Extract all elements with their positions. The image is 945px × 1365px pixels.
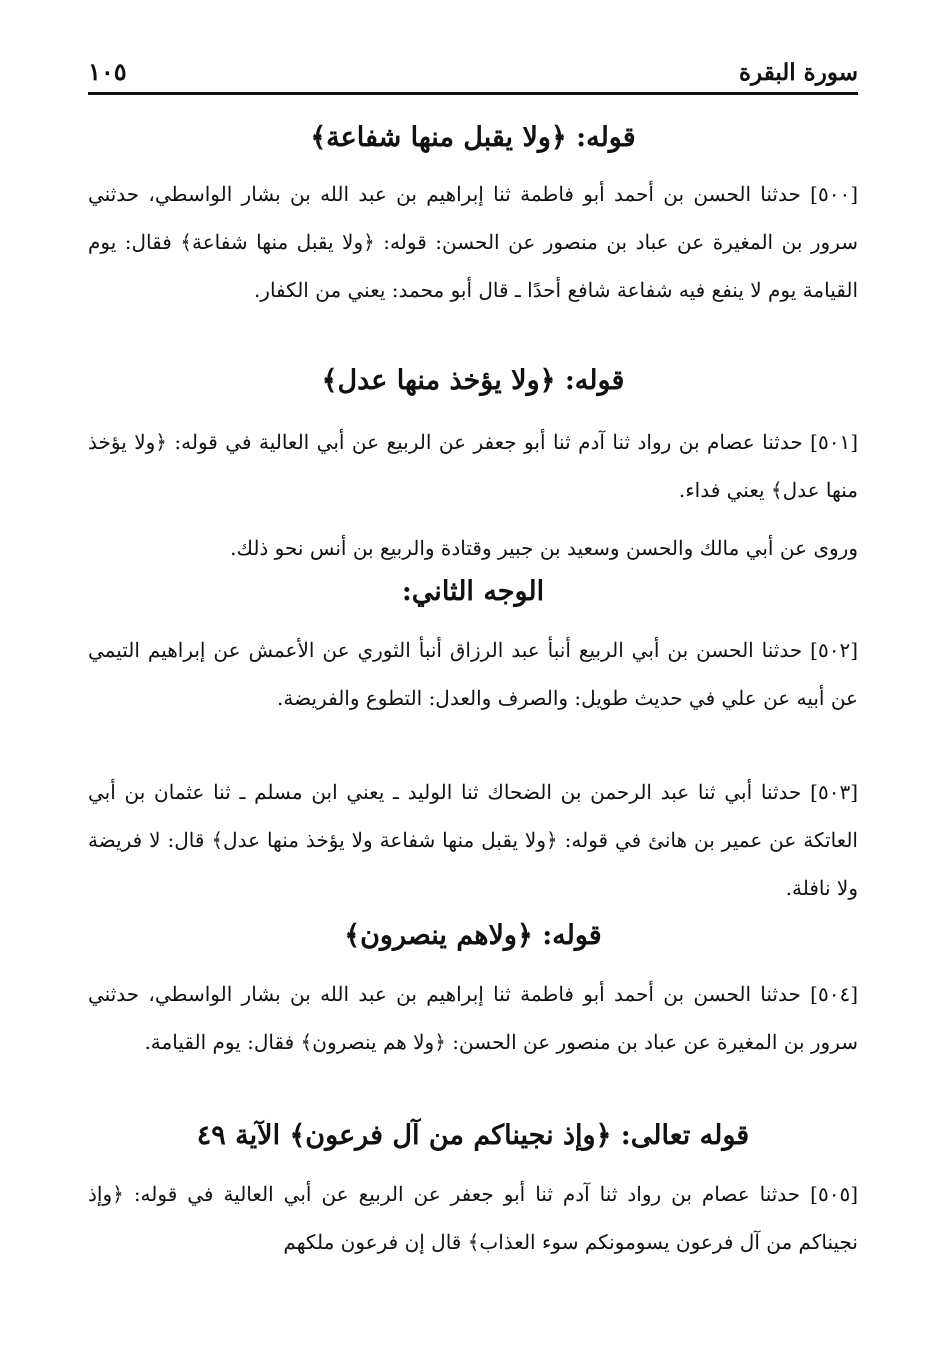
hadith-paragraph: [٥٠٣] حدثنا أبي ثنا عبد الرحمن بن الضحاك ثنا الوليد ـ يعني ابن مسلم ـ ثنا عثمان بن أبي العاتكة عن عمير بن هانئ في قوله: ﴿ولا يقبل منها شفاعة ولا يؤخذ منها عدل﴾ قال: لا فريضة ولا نافلة. xyxy=(88,780,858,900)
hadith-paragraph: وروى عن أبي مالك والحسن وسعيد بن جبير وقتادة والربيع بن أنس نحو ذلك. xyxy=(230,536,858,560)
hadith-paragraph: [٥٠٥] حدثنا عصام بن رواد ثنا آدم ثنا أبو جعفر عن الربيع عن أبي العالية في قوله: ﴿وإذ نجيناكم من آل فرعون يسومونكم سوء العذاب﴾ قال إن فرعون ملكهم xyxy=(88,1182,858,1254)
section-heading: قوله: ﴿ولا يؤخذ منها عدل﴾ xyxy=(321,365,625,396)
page-header xyxy=(88,52,858,95)
section-heading: قوله تعالى: ﴿وإذ نجيناكم من آل فرعون﴾ الآية ٤٩ xyxy=(196,1120,750,1151)
page-number: ١٠٥ xyxy=(88,57,127,86)
hadith-paragraph: [٥٠٤] حدثنا الحسن بن أحمد أبو فاطمة ثنا إبراهيم بن عبد الله بن بشار الواسطي، حدثني سرور بن المغيرة عن عباد بن منصور عن الحسن: ﴿ولا هم ينصرون﴾ فقال: يوم القيامة. xyxy=(88,982,858,1054)
hadith-paragraph: [٥٠٠] حدثنا الحسن بن أحمد أبو فاطمة ثنا إبراهيم بن عبد الله بن بشار الواسطي، حدثني سرور بن المغيرة عن عباد بن منصور عن الحسن: قوله: ﴿ولا يقبل منها شفاعة﴾ فقال: يوم القيامة يوم لا ينفع فيه شفاعة شافع أحدًا ـ قال أبو محمد: يعني من الكفار. xyxy=(88,182,858,302)
hadith-paragraph: [٥٠٢] حدثنا الحسن بن أبي الربيع أنبأ عبد الرزاق أنبأ الثوري عن الأعمش عن إبراهيم التيمي عن أبيه عن علي في حديث طويل: والصرف والعدل: التطوع والفريضة. xyxy=(88,638,858,710)
surah-title: سورة البقرة xyxy=(738,59,858,86)
section-heading: قوله: ﴿ولا يقبل منها شفاعة﴾ xyxy=(310,122,636,153)
hadith-paragraph: [٥٠١] حدثنا عصام بن رواد ثنا آدم ثنا أبو جعفر عن الربيع عن أبي العالية في قوله: ﴿ولا يؤخذ منها عدل﴾ يعني فداء. xyxy=(88,430,858,502)
section-heading: الوجه الثاني: xyxy=(401,576,545,607)
section-heading: قوله: ﴿ولاهم ينصرون﴾ xyxy=(344,920,602,951)
